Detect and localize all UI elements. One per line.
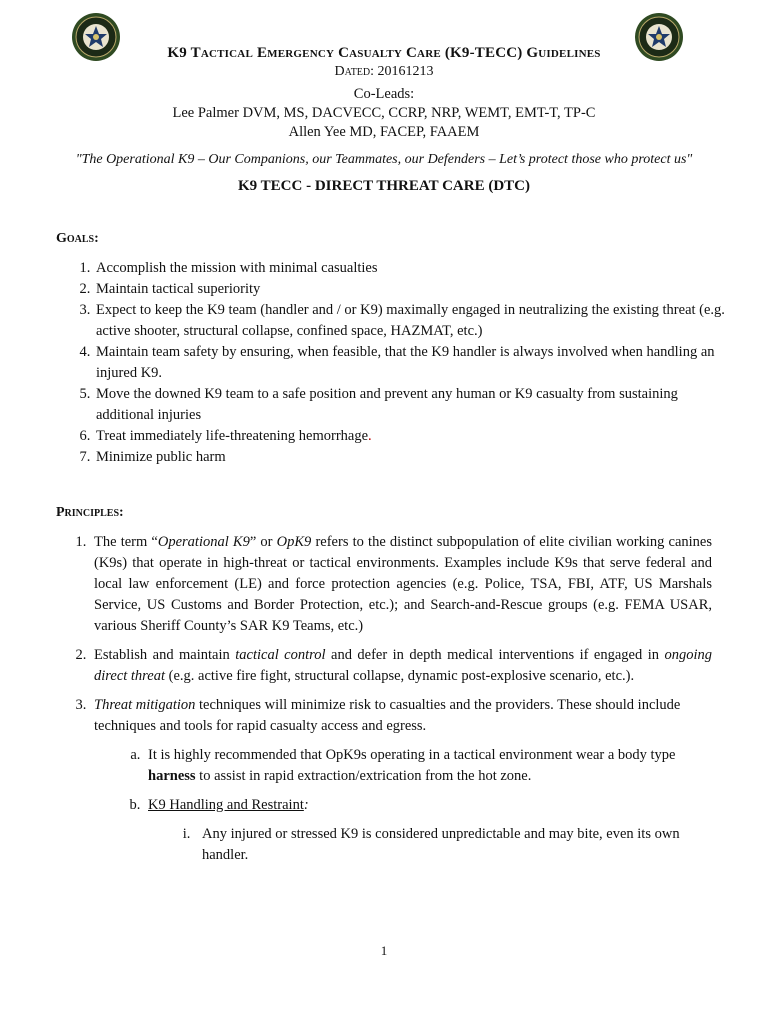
goal-item-5: 5. Move the downed K9 team to a safe position and prevent any human or K9 casualty from sustaining additional injuries [94,384,734,426]
principle-3b: b. K9 Handling and Restraint: i. Any injured or stressed K9 is considered unpredictable and may bite, even its own handler. [144,795,712,866]
goal-item-1: 1. Accomplish the mission with minimal casualties [94,258,734,279]
document-title: K9 Tactical Emergency Casualty Care (K9-TECC) Guidelines [167,45,601,61]
co-leads-label: Co-Leads: [353,86,415,102]
motto-quote: "The Operational K9 – Our Companions, our Teammates, our Defenders – Let’s protect those who protect us" [75,152,693,167]
principle-3a: a. It is highly recommended that OpK9s operating in a tactical environment wear a body type harness to assist in rapid extraction/extrication from the hot zone. [144,745,712,787]
goal-item-6: 6. Treat immediately life-threatening hemorrhage. [94,426,734,447]
principle-item-3: 3. Threat mitigation techniques will minimize risk to casualties and the providers. These should include techniques and tools for rapid casualty access and egress. a. It is highly recommended that OpK9s operating in a tactical environment wear a body type harness to assist in rapid extraction/extrication from the hot zone. b. K9 Handling and Restraint: i. Any injured or stressed K9 is considered unpredictable and may bite, even its own handler. [90,695,712,866]
goals-heading: Goals: [56,231,99,246]
document-date: Dated: 20161213 [334,64,434,79]
goals-list [56,258,734,468]
principle-3b-sublist [148,824,712,866]
co-lead-2: Allen Yee MD, FACEP, FAAEM [288,124,480,140]
goal-item-6-period: . [368,428,372,444]
goal-item-2: 2. Maintain tactical superiority [94,279,734,300]
principles-list [56,532,712,874]
goal-item-4: 4. Maintain team safety by ensuring, when feasible, that the K9 handler is always involved when handling an injured K9. [94,342,734,384]
principle-item-1: 1. The term “Operational K9” or OpK9 refers to the distinct subpopulation of elite civilian working canines (K9s) that operate in high-threat or tactical environments. Examples include K9s that serve federal and local law enforcement (LE) and force protection agencies (e.g. Police, TSA, FBI, ATF, US Marshals Service, US Customs and Border Protection, etc.); and Search-and-Rescue groups (e.g. FEMA USAR, various Sheriff County’s SAR K9 Teams, etc.) [90,532,712,637]
section-title: K9 TECC - DIRECT THREAT CARE (DTC) [238,178,530,194]
principle-3-sublist [94,745,712,866]
co-lead-1: Lee Palmer DVM, MS, DACVECC, CCRP, NRP, WEMT, EMT-T, TP-C [172,105,596,121]
principles-heading: Principles: [56,505,124,520]
goal-item-3: 3. Expect to keep the K9 team (handler and / or K9) maximally engaged in neutralizing the existing threat (e.g. active shooter, structural collapse, confined space, HAZMAT, etc.) [94,300,734,342]
principle-item-2: 2. Establish and maintain tactical control and defer in depth medical interventions if engaged in ongoing direct threat (e.g. active fire fight, structural collapse, dynamic post-explosive scenario, etc.). [90,645,712,687]
goal-item-7: 7. Minimize public harm [94,447,734,468]
page-number: 1 [380,943,388,958]
principle-3b-i: i. Any injured or stressed K9 is considered unpredictable and may bite, even its own handler. [194,824,712,866]
